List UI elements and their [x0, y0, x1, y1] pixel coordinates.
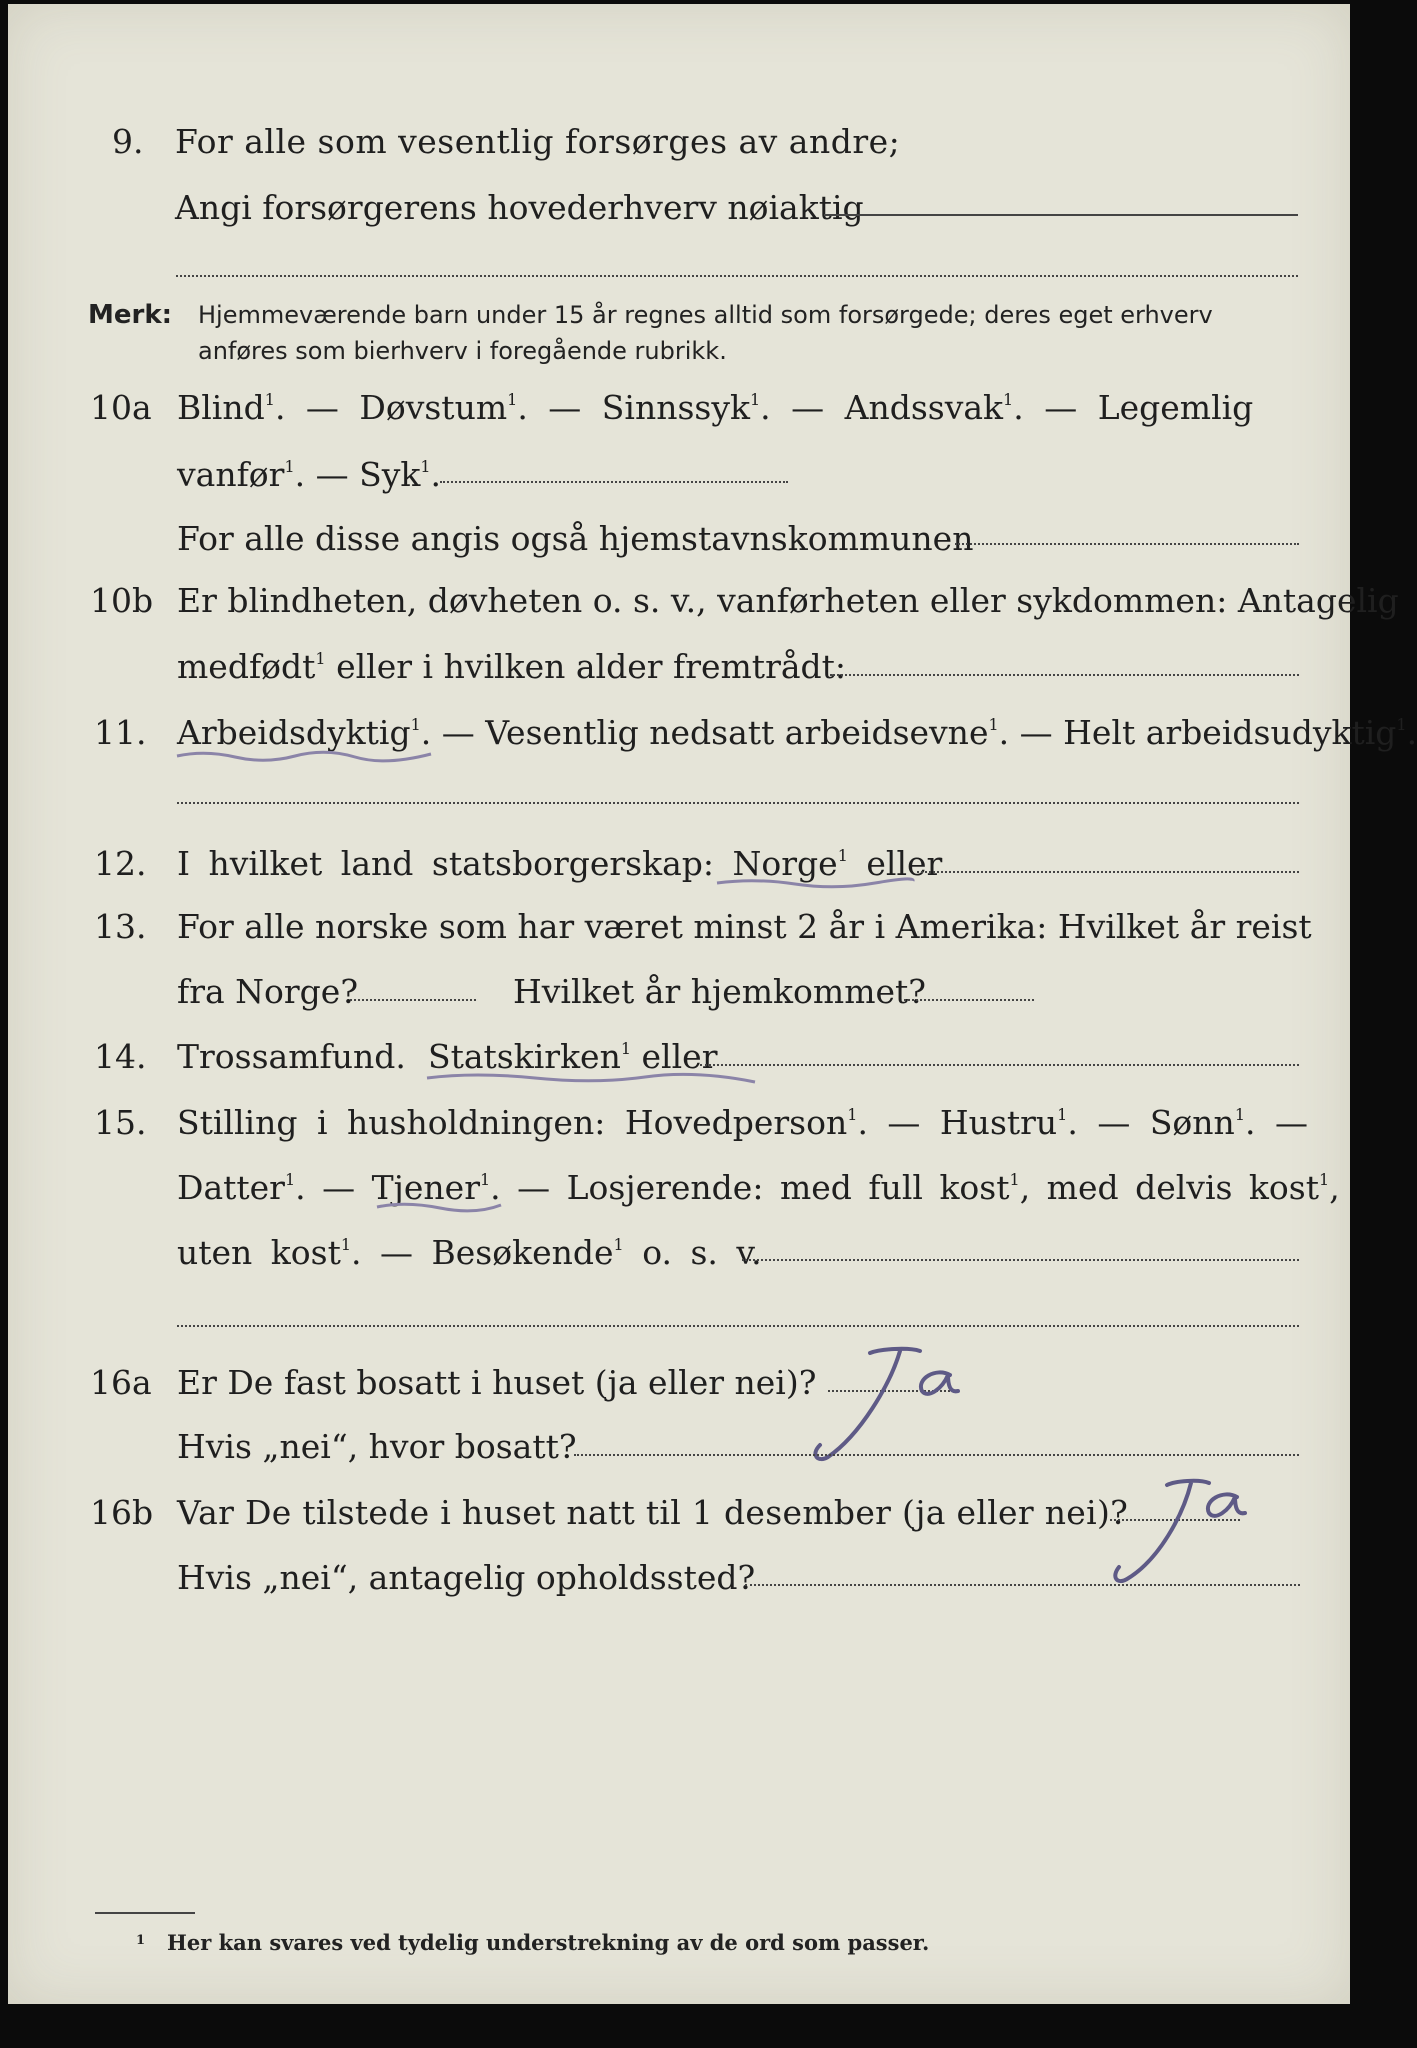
merk-label: Merk: — [88, 300, 173, 330]
q13-number: 13. — [94, 907, 147, 946]
q10a-hjemstavn-line — [955, 543, 1299, 545]
tjener-underline-mark — [375, 1199, 505, 1215]
q13-text2a: fra Norge? — [177, 972, 359, 1011]
q16b-text1: Var De tilstede i huset natt til 1 desember (ja eller nei)? — [177, 1493, 1129, 1532]
q9-text1: For alle som vesentlig forsørges av andre; — [175, 122, 901, 161]
q9-answer-line — [824, 214, 1298, 216]
q13-hjemkommet-line — [904, 999, 1034, 1001]
q15-text1: Stilling i husholdningen: Hovedperson$^1$. — Hustru$^1$. — Sønn$^1$. — — [177, 1103, 1308, 1142]
merk-line2 — [0, 326, 1375, 376]
q12-number: 12. — [94, 844, 147, 883]
q11-number: 11. — [94, 713, 147, 752]
q10b-text2: medfødt$^1$ eller i hvilken alder fremtrådt: — [177, 647, 847, 686]
q15-answer-line — [742, 1259, 1299, 1261]
q15-number: 15. — [94, 1103, 147, 1142]
q10a-number: 10a — [90, 388, 152, 427]
q12-answer-line — [917, 871, 1299, 873]
q10a-line3 — [0, 514, 1375, 564]
q9-line2 — [0, 183, 1375, 233]
option-legemlig: . — Legemlig — [1013, 388, 1254, 427]
q9-line1 — [0, 117, 1375, 167]
option-arbeidsdyktig: Arbeidsdyktig — [177, 713, 411, 752]
q10b-line1 — [0, 576, 1399, 626]
q16a-text2: Hvis „nei“, hvor bosatt? — [177, 1427, 577, 1466]
footnote-mark: 1 — [136, 1933, 146, 1948]
q14-number: 14. — [94, 1037, 147, 1076]
q10a-text2: vanfør$^1$. — Syk$^1$. — [177, 455, 442, 494]
norge-underline-mark — [715, 875, 915, 891]
option-andssvak: . — Andssvak — [760, 388, 1004, 427]
q10b-text1: Er blindheten, døvheten o. s. v., vanførheten eller sykdommen: Antagelig — [177, 581, 1399, 620]
q10a-syk-line — [440, 481, 788, 483]
q10a-text3: For alle disse angis også hjemstavnskommunen — [177, 519, 974, 558]
q15-text2: Datter$^1$. — Tjener$^1$. — Losjerende: med full kost$^1$, med delvis kost$^1$, — [177, 1168, 1340, 1207]
q10a-line1 — [0, 383, 1375, 433]
q11-answer-line — [177, 802, 1299, 804]
q16b-opholdssted-line — [745, 1584, 1300, 1586]
q13-text2b: Hvilket år hjemkommet? — [513, 972, 926, 1011]
statskirken-underline-mark — [425, 1068, 760, 1090]
q16a-line2 — [0, 1422, 1375, 1472]
q9-number: 9. — [112, 122, 144, 161]
q14-text1: Trossamfund. — [177, 1037, 406, 1076]
q13-line1 — [0, 902, 1375, 952]
merk-text1: Hjemmeværende barn under 15 år regnes alltid som forsørgede; deres eget erhverv — [198, 301, 1213, 329]
q16a-line1 — [0, 1358, 1375, 1408]
q11-text: Arbeidsdyktig$^1$. — Vesentlig nedsatt arbeidsevne$^1$. — Helt arbeidsudyktig$^1$. — [177, 713, 1417, 752]
q16a-bosatt-line — [574, 1454, 1299, 1456]
q10b-number: 10b — [90, 581, 154, 620]
q14-text2: Statskirken$^1$ eller — [428, 1037, 718, 1076]
q15-line1 — [0, 1098, 1375, 1148]
q10b-line2 — [0, 642, 1375, 692]
option-tjener: Tjener — [371, 1168, 480, 1207]
q16b-line2 — [0, 1553, 1375, 1603]
q12-line — [0, 839, 1375, 889]
q13-text1: For alle norske som har været minst 2 år i Amerika: Hvilket år reist — [177, 907, 1312, 946]
arbeidsdyktig-underline-mark — [175, 748, 435, 764]
q16a-number: 16a — [90, 1363, 152, 1402]
q9-answer-line-2 — [176, 275, 1298, 277]
q16b-number: 16b — [90, 1493, 154, 1532]
footnote-text: Her kan svares ved tydelig understrekning av de ord som passer. — [167, 1930, 930, 1955]
q12-text: I hvilket land statsborgerskap: Norge$^1$ eller — [177, 844, 943, 883]
option-norge: Norge — [732, 844, 838, 883]
q13-reist-line — [350, 999, 476, 1001]
q16a-text1: Er De fast bosatt i huset (ja eller nei)? — [177, 1363, 817, 1402]
option-blind: Blind — [177, 388, 265, 427]
q10a-line2 — [0, 450, 1375, 500]
footnote-rule — [95, 1912, 195, 1914]
q16b-text2: Hvis „nei“, antagelig opholdssted? — [177, 1558, 756, 1597]
q10a-text1: Blind$^1$. — Døvstum$^1$. — Sinnssyk$^1$. — Andssvak$^1$. — Legemlig — [177, 388, 1254, 427]
option-dovstum: . — Døvstum — [274, 388, 508, 427]
merk-text2: anføres som bierhverv i foregående rubrikk. — [198, 337, 727, 365]
q14-answer-line — [700, 1064, 1299, 1066]
q15-line3 — [0, 1228, 1375, 1278]
q9-text2: Angi forsørgerens hovederhverv nøiaktig — [175, 188, 864, 227]
q15-answer-line-2 — [177, 1325, 1299, 1327]
option-statskirken: Statskirken — [428, 1037, 621, 1076]
option-sinnssyk: . — Sinnssyk — [517, 388, 750, 427]
q15-text3: uten kost$^1$. — Besøkende$^1$ o. s. v. — [177, 1233, 762, 1272]
q15-line2 — [0, 1163, 1375, 1213]
q10b-answer-line — [830, 674, 1299, 676]
q13-line2 — [0, 967, 1375, 1017]
